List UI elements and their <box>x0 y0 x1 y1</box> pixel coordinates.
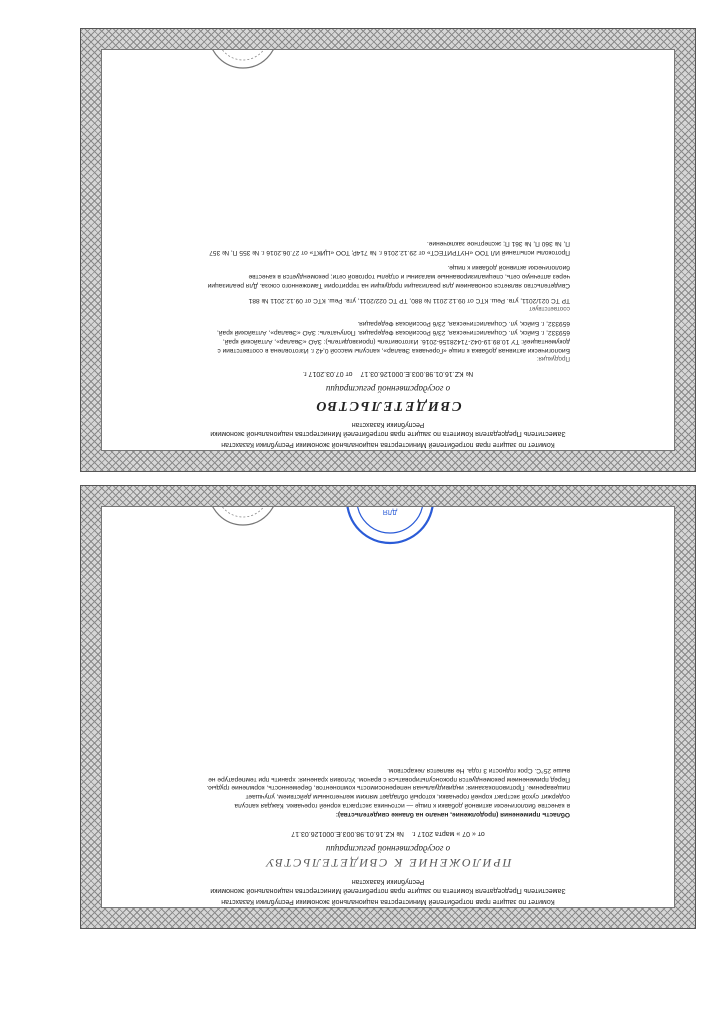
document-title: СВИДЕТЕЛЬСТВО <box>314 397 462 413</box>
compliance-label: соответствует <box>529 305 570 313</box>
seal-icon <box>206 49 280 71</box>
document-subtitle: о государственной регистрации <box>325 843 451 854</box>
registration-line <box>206 368 570 377</box>
scope-text: в качестве биологически активной добавки к пище — источника экстракта корней горечавки. Каждая капсула содержит сухой экстракт корней горечавки, который обладает мягким желчегонным действием, улучшает пищеварение. Противопоказания: индивидуальная непереносимость компонентов, беременность, кормление грудью. Перед применением рекомендуется проконсультироваться с врачом. Условия хранения: хранить при температуре не выше 25°С. Срок годности 3 года. Не является лекарством. <box>206 766 570 810</box>
signature-row <box>206 506 570 546</box>
document-subtitle: о государственной регистрации <box>325 383 451 394</box>
certificate-appendix <box>80 485 696 929</box>
scope-label: Область применения (продолжение, начало на бланке свидетельства): <box>335 811 570 819</box>
compliance-section <box>206 295 570 312</box>
registration-date: от 07.03.2017 г. <box>302 369 353 377</box>
certificate-top-inner <box>101 49 675 451</box>
scope-section <box>206 765 570 818</box>
company-stamp-icon <box>344 506 436 546</box>
certificate-appendix-content <box>188 506 588 908</box>
certificate-top <box>80 28 696 472</box>
signature-row <box>206 49 570 71</box>
compliance-text: ТР ТС 021/2011, утв. Реш. КТС от 09.12.2011 № 880, ТР ТС 022/2011, утв. Реш. КТС от 09.12.2011 № 881 <box>248 296 570 304</box>
certificate-appendix-inner <box>101 506 675 908</box>
protocols-text: Протоколы испытаний ИЛ ТОО «НУТРИТЕСТ» от 29.12.2016 г. № 714Р, ТОО «ЦИКТ» от 27.06.2016 г. № 355 П, № 357 П, № 360 П, № 361 П; экспертное заключение. <box>209 240 570 257</box>
stamp-sub-text: ДЛЯ <box>382 508 398 516</box>
issuer-text: Комитет по защите прав потребителей Министерства национальной экономики Республики Казахстан <box>221 441 555 449</box>
document-title: ПРИЛОЖЕНИЕ К СВИДЕТЕЛЬСТВУ <box>264 855 512 870</box>
certificate-top-content <box>188 49 588 451</box>
approved-by-text: Заместитель Председателя Комитета по защите прав потребителей Министерства национальной экономики Республики Казахстан <box>210 420 566 438</box>
seal-icon <box>206 506 280 528</box>
use-text: Свидетельство является основанием для реализации продукции на территории Таможенного союза. Для реализации через аптечную сеть, специализированные магазины и отделы торговой сети; рекомендуется в качестве биологически активной добавки к пище. <box>207 264 570 289</box>
approved-by-text: Заместитель Председателя Комитета по защите прав потребителей Министерства национальной экономики Республики Казахстан <box>210 877 566 895</box>
registration-line <box>206 828 570 837</box>
registration-number: № KZ.16.01.98.003.Е.000126.03.17 <box>360 369 474 377</box>
registration-number: № KZ.16.01.98.003.Е.000126.03.17 <box>291 829 404 837</box>
product-label: Продукция: <box>536 355 570 363</box>
issuer-text: Комитет по защите прав потребителей Министерства национальной экономики Республики Казахстан <box>221 898 555 906</box>
registration-date: от « 07 » марта 2017 г. <box>411 829 485 837</box>
product-text: Биологически активная добавка к пище «Горечавка Эвалар», капсулы массой 0,42 г. Изготовлена в соответствии с документацией: ТУ 10.89.19-042-71428156-2016. Изготовитель (производитель): ЗАО «Эвалар», Алтайский край, 659332, г. Бийск, ул. Социалистическая, 23/6 Российская Федерация. Получатель: ЗАО «Эвалар», Алтайский край, 659332, г. Бийск, ул. Социалистическая, 23/6 Российская Федерация. <box>217 320 570 354</box>
product-section <box>206 318 570 362</box>
